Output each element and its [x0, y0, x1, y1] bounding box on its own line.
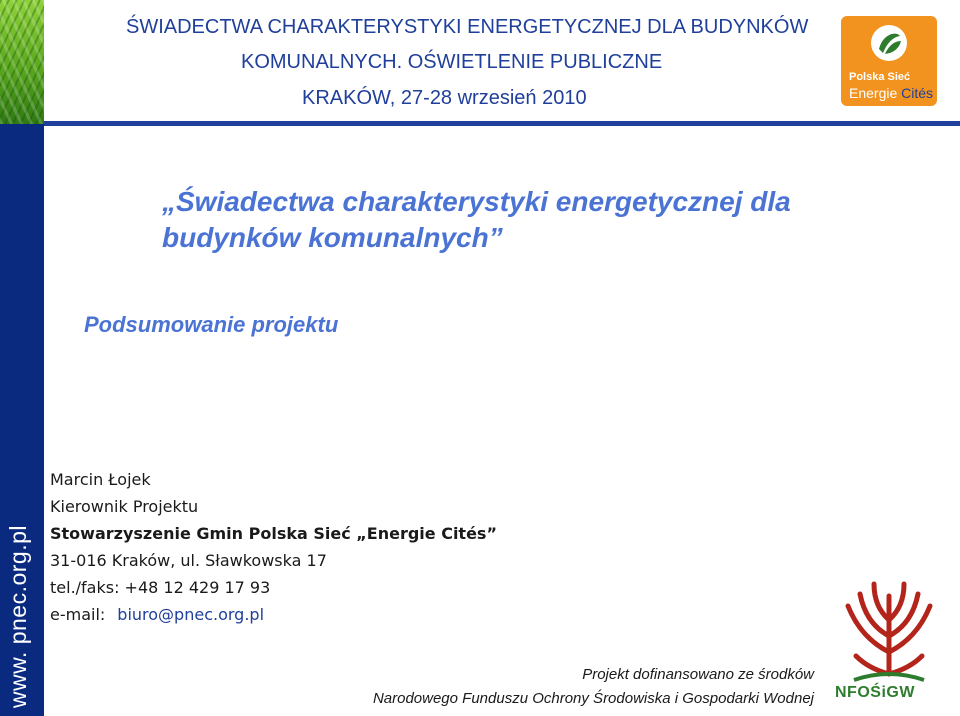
slide-title: „Świadectwa charakterystyki energetycznej dla budynków komunalnych” — [162, 186, 791, 253]
header-title-line1: ŚWIADECTWA CHARAKTERYSTYKI ENERGETYCZNEJ DLA BUDYNKÓW — [126, 16, 809, 38]
funding-note-line2: Narodowego Funduszu Ochrony Środowiska i Gospodarki Wodnej — [372, 690, 814, 707]
contact-address: 31-016 Kraków, ul. Sławkowska 17 — [50, 551, 327, 570]
nfosigw-logo-text: NFOŚiGW — [835, 684, 915, 701]
sidebar-bar — [0, 0, 44, 716]
leaf-emblem-icon — [869, 23, 909, 63]
grass-image — [0, 0, 44, 124]
email-link[interactable]: biuro@pnec.org.pl — [117, 605, 265, 624]
header-event-line: KRAKÓW, 27-28 wrzesień 2010 — [302, 87, 587, 109]
contact-role: Kierownik Projektu — [50, 497, 199, 516]
logo-label-bottom: Energie Cités — [849, 85, 934, 101]
contact-email-row — [50, 601, 497, 628]
header-title-line2: KOMUNALNYCH. OŚWIETLENIE PUBLICZNE — [241, 51, 663, 73]
slide-subtitle: Podsumowanie projektu — [84, 312, 339, 337]
contact-phone: tel./faks: +48 12 429 17 93 — [50, 578, 271, 597]
email-label: e-mail: — [50, 605, 106, 624]
contact-name: Marcin Łojek — [50, 470, 151, 489]
logo-label-top: Polska Sieć — [849, 71, 911, 83]
header-divider — [44, 121, 960, 126]
sidebar-url: www. pnec.org.pl — [5, 524, 31, 708]
contact-block — [50, 466, 497, 628]
funding-note-line1: Projekt dofinansowano ze środków — [582, 666, 814, 683]
pnec-logo — [841, 16, 937, 106]
contact-organization: Stowarzyszenie Gmin Polska Sieć „Energie Cités” — [50, 524, 497, 543]
